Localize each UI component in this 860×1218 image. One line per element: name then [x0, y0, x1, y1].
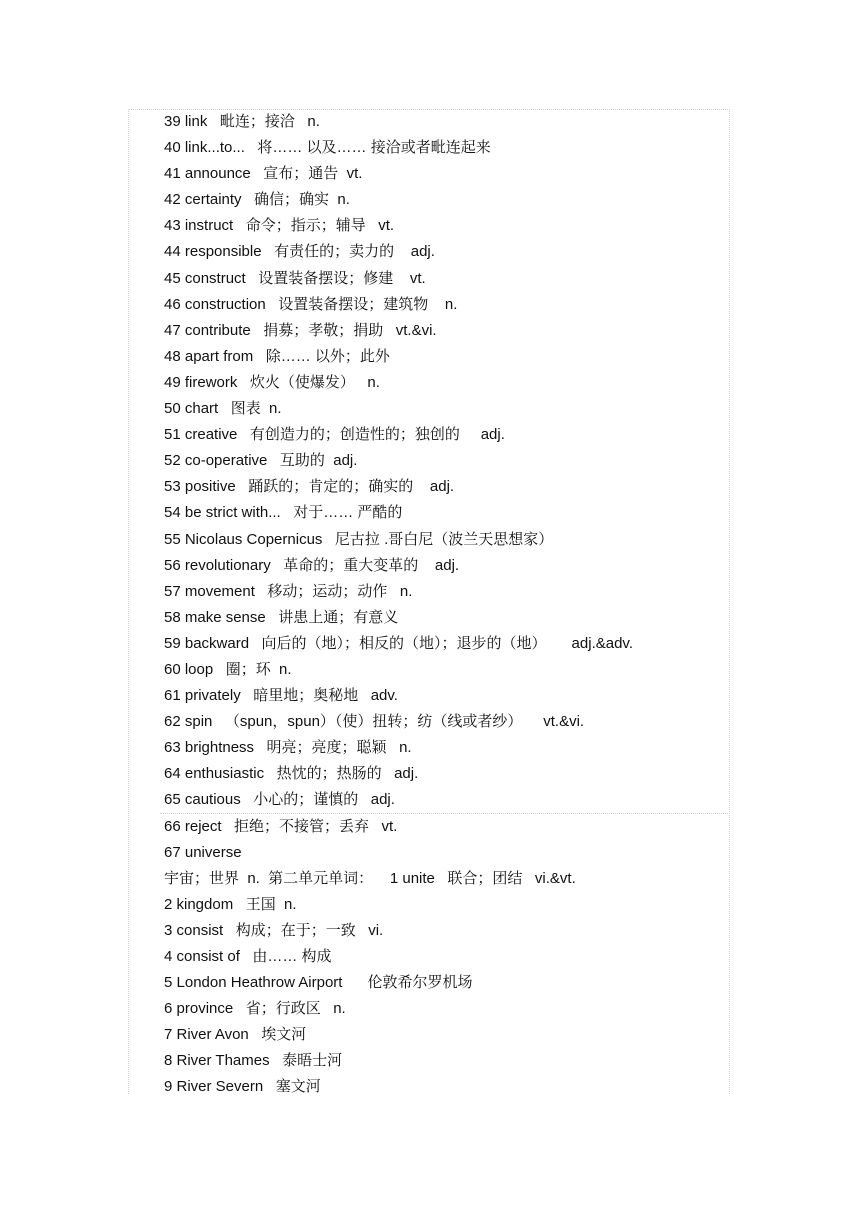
vocab-line: 59 backward 向后的（地）；相反的（地）；退步的（地） adj.&adv.: [164, 634, 633, 652]
vocab-line: 61 privately 暗里地；奥秘地 adv.: [164, 687, 398, 705]
vocab-line: 66 reject 拒绝；不接管；丢弃 vt.: [164, 817, 398, 835]
vocab-line: 56 revolutionary 革命的；重大变革的 adj.: [164, 556, 460, 574]
vocab-line: 5 London Heathrow Airport 伦敦希尔罗机场: [164, 974, 473, 992]
vocab-line: 47 contribute 捐募；孝敬；捐助 vt.&vi.: [164, 321, 437, 339]
vocab-line: 宇宙；世界 n. 第二单元单词： 1 unite 联合；团结 vi.&vt.: [164, 869, 576, 887]
vocab-line: 52 co-operative 互助的 adj.: [164, 452, 358, 470]
vocab-line: 50 chart 图表 n.: [164, 400, 282, 418]
vocab-line: 67 universe: [164, 843, 242, 861]
vocab-line: 42 certainty 确信；确实 n.: [164, 191, 350, 209]
vocab-line: 7 River Avon 埃文河: [164, 1026, 307, 1044]
vocab-line: 41 announce 宣布；通告 vt.: [164, 165, 363, 183]
vocab-line: 44 responsible 有责任的；卖力的 adj.: [164, 243, 435, 261]
vocab-line: 39 link 毗连；接洽 n.: [164, 113, 320, 130]
vocab-line: 45 construct 设置装备摆设；修建 vt.: [164, 269, 426, 287]
vocab-line: 58 make sense 讲患上通；有意义: [164, 608, 399, 626]
vocab-line: 6 province 省；行政区 n.: [164, 1000, 346, 1018]
vocab-line: 8 River Thames 泰晤士河: [164, 1052, 343, 1070]
vocab-line: 57 movement 移动；运动；动作 n.: [164, 582, 413, 600]
vocab-line: 49 firework 炊火（使爆发） n.: [164, 373, 380, 391]
vocab-line: 65 cautious 小心的；谨慎的 adj.: [164, 791, 395, 809]
vocab-line: 48 apart from 除…… 以外；此外: [164, 347, 390, 365]
vocab-line: 3 consist 构成；在于；一致 vi.: [164, 921, 384, 939]
vocab-line: 55 Nicolaus Copernicus 尼古拉 .哥白尼（波兰天思想家）: [164, 530, 554, 548]
vocab-line: 9 River Severn 塞文河: [164, 1078, 321, 1096]
vocab-line: 60 loop 圈；环 n.: [164, 660, 292, 678]
vocab-line: 63 brightness 明亮；亮度；聪颖 n.: [164, 739, 412, 757]
vocab-line: 4 consist of 由…… 构成: [164, 948, 332, 965]
vocabulary-list: [164, 112, 724, 1104]
vocab-line: 46 construction 设置装备摆设；建筑物 n.: [164, 295, 458, 313]
vocab-line: 64 enthusiastic 热忱的；热肠的 adj.: [164, 765, 419, 783]
vocab-line: 54 be strict with... 对于…… 严酷的: [164, 504, 403, 522]
vocab-line: 43 instruct 命令；指示；辅导 vt.: [164, 217, 395, 235]
vocab-line: 62 spin （spun，spun）（使）扭转；纺（线或者纱） vt.&vi.: [164, 713, 585, 731]
vocab-line: 2 kingdom 王国 n.: [164, 895, 297, 913]
vocab-line: 53 positive 踊跃的；肯定的；确实的 adj.: [164, 478, 455, 496]
vocab-line: 51 creative 有创造力的；创造性的；独创的 adj.: [164, 426, 505, 444]
vocab-line: 40 link...to... 将…… 以及…… 接洽或者毗连起来: [164, 139, 491, 157]
